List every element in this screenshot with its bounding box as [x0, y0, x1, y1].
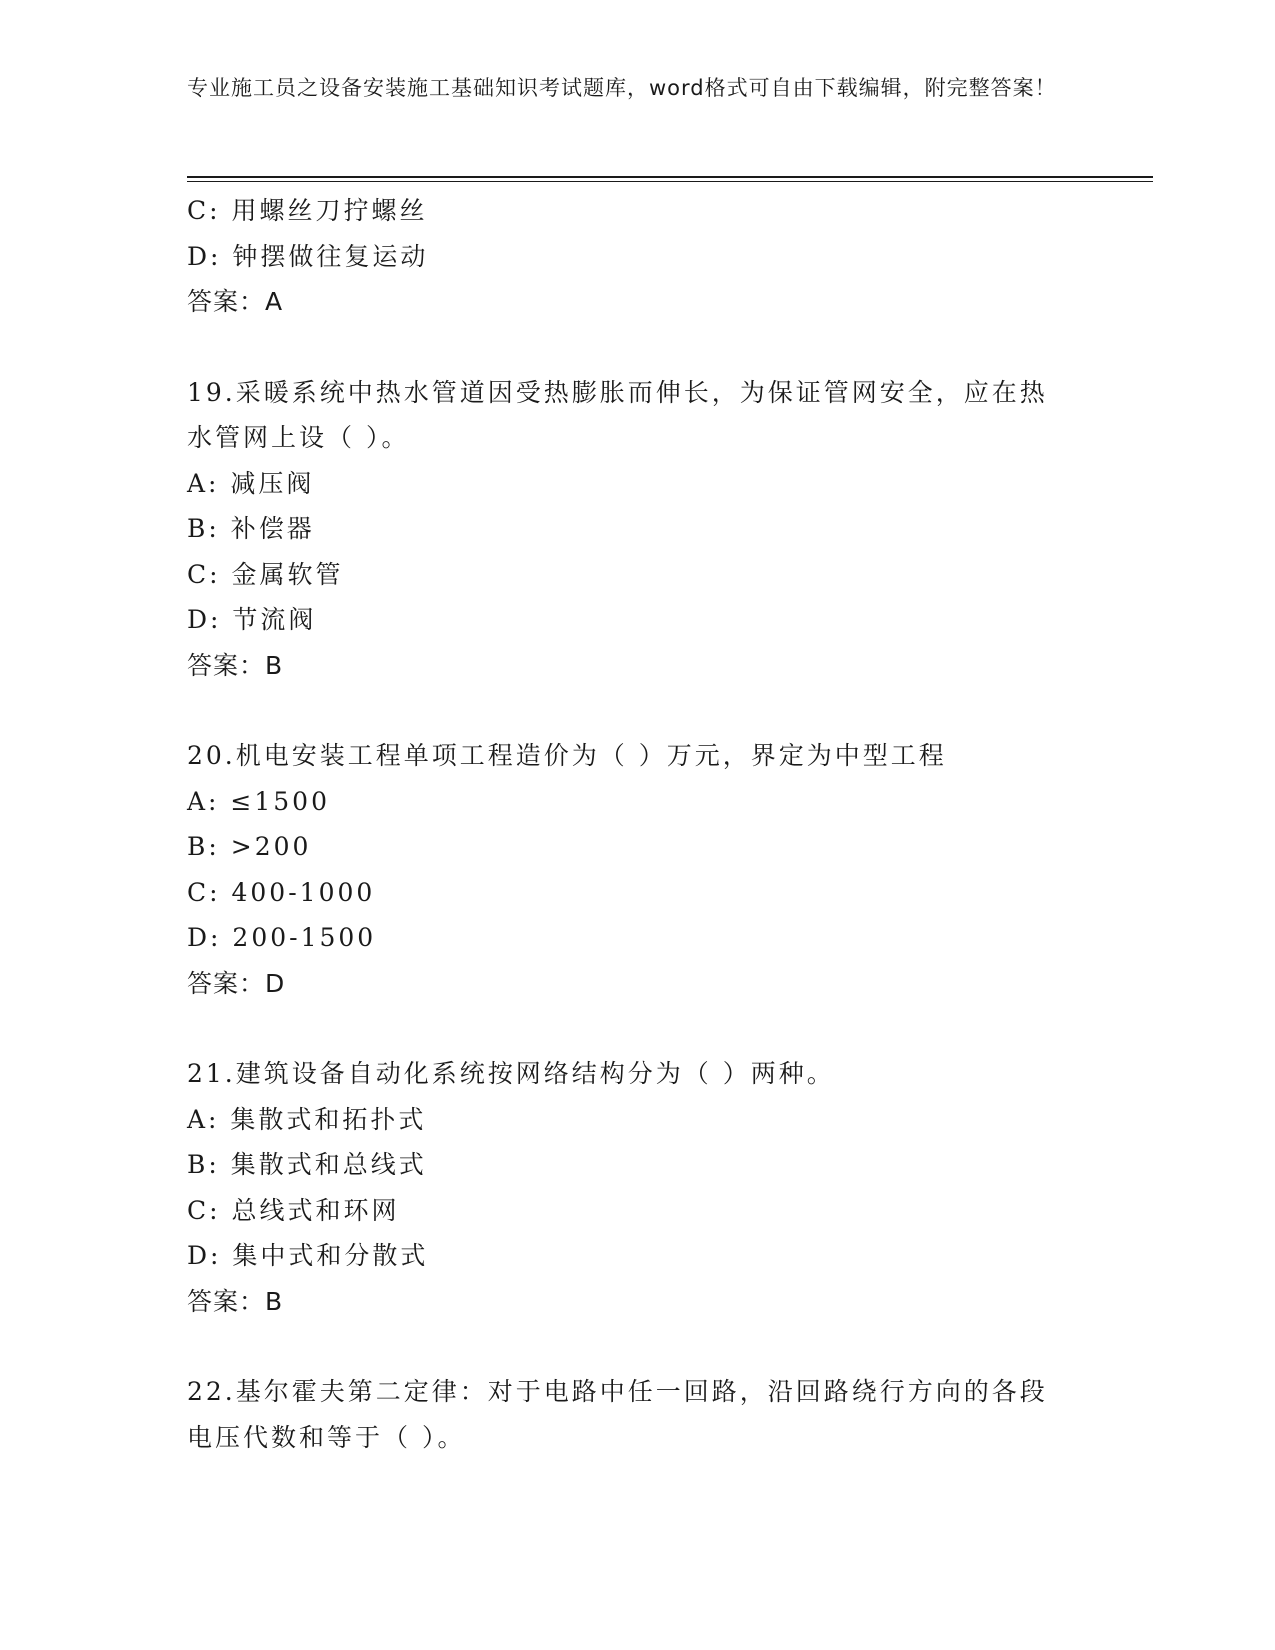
question-21 [187, 1051, 1087, 1324]
question-stem-line-1: 20.机电安装工程单项工程造价为（ ）万元，界定为中型工程 [187, 741, 947, 770]
answer-line: 答案：B [187, 650, 284, 680]
question-spacer [187, 1324, 1087, 1369]
option-d: D: 集中式和分散式 [187, 1241, 429, 1270]
answer-line: 答案：A [187, 287, 284, 316]
question-stem-line-1: 19.采暖系统中热水管道因受热膨胀而伸长，为保证管网安全，应在热 [187, 377, 1048, 407]
question-20 [187, 733, 1087, 1006]
question-stem-line-1: 22.基尔霍夫第二定律：对于电路中任一回路，沿回路绕行方向的各段 [187, 1377, 1048, 1406]
option-c: C: 总线式和环网 [187, 1195, 400, 1225]
header-divider-thin [187, 181, 1153, 182]
option-a: A: 集散式和拓扑式 [187, 1104, 427, 1134]
question-stem-line-2: 电压代数和等于（ ）。 [187, 1422, 466, 1452]
option-a: A: 减压阀 [187, 468, 315, 498]
option-a: A: ≤1500 [187, 786, 330, 816]
option-d: D: 节流阀 [187, 605, 317, 634]
answer-line: 答案：D [187, 968, 286, 998]
document-header: 专业施工员之设备安装施工基础知识考试题库，word格式可自由下载编辑，附完整答案！ [187, 76, 1057, 100]
question-22 [187, 1369, 1087, 1460]
option-b: B: 补偿器 [187, 514, 315, 543]
option-c: C: 金属软管 [187, 559, 344, 589]
option-b: B: >200 [187, 832, 312, 861]
option-b: B: 集散式和总线式 [187, 1150, 427, 1179]
answer-line: 答案：B [187, 1286, 284, 1316]
header-divider-thick [187, 176, 1153, 178]
question-spacer [187, 688, 1087, 733]
question-list [187, 188, 1087, 1460]
option-c: C: 用螺丝刀拧螺丝 [187, 196, 428, 225]
question-spacer [187, 325, 1087, 370]
question-stem-line-1: 21.建筑设备自动化系统按网络结构分为（ ）两种。 [187, 1059, 835, 1088]
question-spacer [187, 1006, 1087, 1051]
question-stem-line-2: 水管网上设（ ）。 [187, 423, 410, 452]
option-d: D: 200-1500 [187, 923, 377, 952]
question-18-continued [187, 188, 1087, 325]
question-19 [187, 370, 1087, 689]
option-c: C: 400-1000 [187, 877, 376, 907]
option-d: D: 钟摆做往复运动 [187, 241, 429, 271]
